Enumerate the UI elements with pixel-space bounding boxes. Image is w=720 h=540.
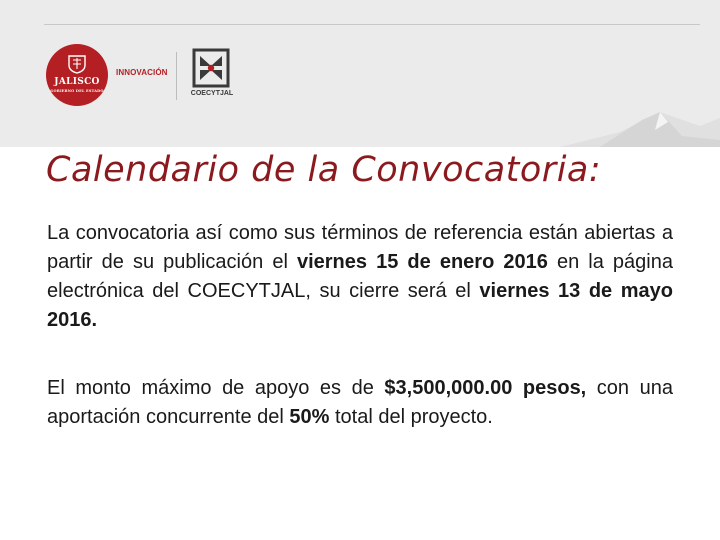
innovacion-label: INNOVACIÓN <box>116 68 168 77</box>
header-banner <box>0 0 720 147</box>
closing-date: viernes 13 de mayo 2016. <box>47 280 673 331</box>
calendar-text-a: La convocatoria así como sus términos de referencia están abiertas a partir de su publicación el <box>47 222 673 273</box>
coecytjal-logo-name: COECYTJAL <box>190 90 234 97</box>
jalisco-logo-subtitle: GOBIERNO DEL ESTADO <box>50 89 104 93</box>
page-title: Calendario de la Convocatoria: <box>46 150 602 190</box>
max-amount: $3,500,000.00 pesos, <box>384 377 587 399</box>
coecytjal-logo <box>192 48 230 88</box>
contribution-percent: 50% <box>289 406 330 428</box>
mountains-decoration <box>0 0 720 147</box>
jalisco-logo-name: JALISCO <box>54 77 100 87</box>
funding-text-b: con una aportación concurrente del <box>47 377 673 428</box>
jalisco-logo <box>46 44 108 106</box>
crest-icon <box>68 54 86 74</box>
logo-divider <box>176 52 177 100</box>
funding-text-a: El monto máximo de apoyo es de <box>47 377 385 399</box>
calendar-text-b: en la página electrónica del COECYTJAL, su cierre será el <box>47 251 673 302</box>
opening-date: viernes 15 de enero 2016 <box>296 251 548 273</box>
funding-paragraph <box>47 374 673 432</box>
funding-text-c: total del proyecto. <box>329 406 493 428</box>
calendar-paragraph <box>47 219 673 335</box>
